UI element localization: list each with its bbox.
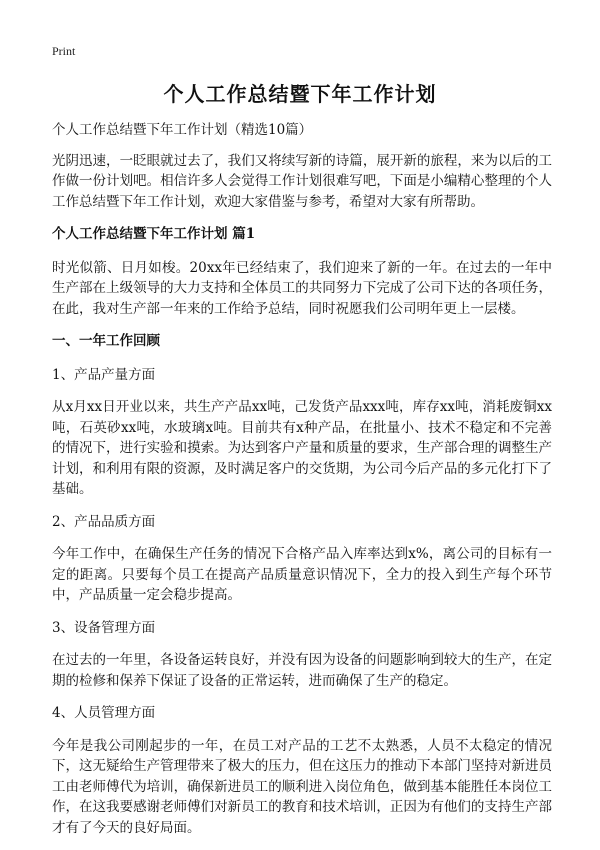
item-heading: 1、产品产量方面 — [52, 366, 156, 383]
intro-paragraph: 光阴迅速，一眨眼就过去了，我们又将续写新的诗篇，展开新的旅程，来为以后的工作做一份计划吧。相信许多人会觉得工作计划很难写吧，下面是小编精心整理的个人工作总结暨下年工作计划，欢迎大家借鉴与参考，希望对大家有所帮助。 — [52, 152, 552, 210]
item-paragraph: 今年工作中，在确保生产任务的情况下合格产品入库率达到x%，离公司的目标有一定的距离。只要每个员工在提高产品质量意识情况下，全力的投入到生产每个环节中，产品质量一定会稳步提高。 — [52, 546, 552, 603]
item-paragraph: 从x月xx日开业以来，共生产产品xx吨，己发货产品xxx吨，库存xx吨，消耗废铜xx吨，石英砂xx吨，水玻璃x吨。目前共有x种产品，在批量小、技术不稳定和不完善的情况下，进行实验和摸索。为达到客户产量和质量的要求，生产部合理的调整生产计划，和利用有限的资源，及时满足客户的交货期，为公司今后产品的多元化打下了基础。 — [52, 399, 552, 497]
section-heading: 一、一年工作回顾 — [52, 333, 160, 349]
page-title: 个人工作总结暨下年工作计划 — [163, 82, 437, 106]
print-link[interactable]: Print — [52, 44, 76, 58]
article-intro-paragraph: 时光似箭、日月如梭。20xx年已经结束了，我们迎来了新的一年。在过去的一年中生产部在上级领导的大力支持和全体员工的共同努力下完成了公司下达的各项任务，在此，我对生产部一年来的工作给予总结，同时祝愿我们公司明年更上一层楼。 — [52, 259, 552, 317]
item-heading: 2、产品品质方面 — [52, 513, 156, 530]
item-paragraph: 今年是我公司刚起步的一年，在员工对产品的工艺不太熟悉，人员不太稳定的情况下，这无疑给生产管理带来了极大的压力，但在这压力的推动下本部门坚持对新进员工由老师傅代为培训，确保新进员工的顺利进入岗位角色，做到基本能胜任本岗位工作，在这我要感谢老师傅们对新员工的教育和技术培训，正因为有他们的支持生产部才有了今天的良好局面。 — [52, 737, 552, 836]
item-heading: 4、人员管理方面 — [52, 705, 156, 721]
document-body — [52, 120, 552, 850]
item-heading: 3、设备管理方面 — [52, 619, 156, 636]
subtitle: 个人工作总结暨下年工作计划（精选10篇） — [52, 122, 313, 138]
article-heading: 个人工作总结暨下年工作计划 篇1 — [52, 226, 256, 242]
item-paragraph: 在过去的一年里，各设备运转良好，并没有因为设备的问题影响到较大的生产，在定期的检修和保养下保证了设备的正常运转，进而确保了生产的稳定。 — [52, 652, 552, 689]
